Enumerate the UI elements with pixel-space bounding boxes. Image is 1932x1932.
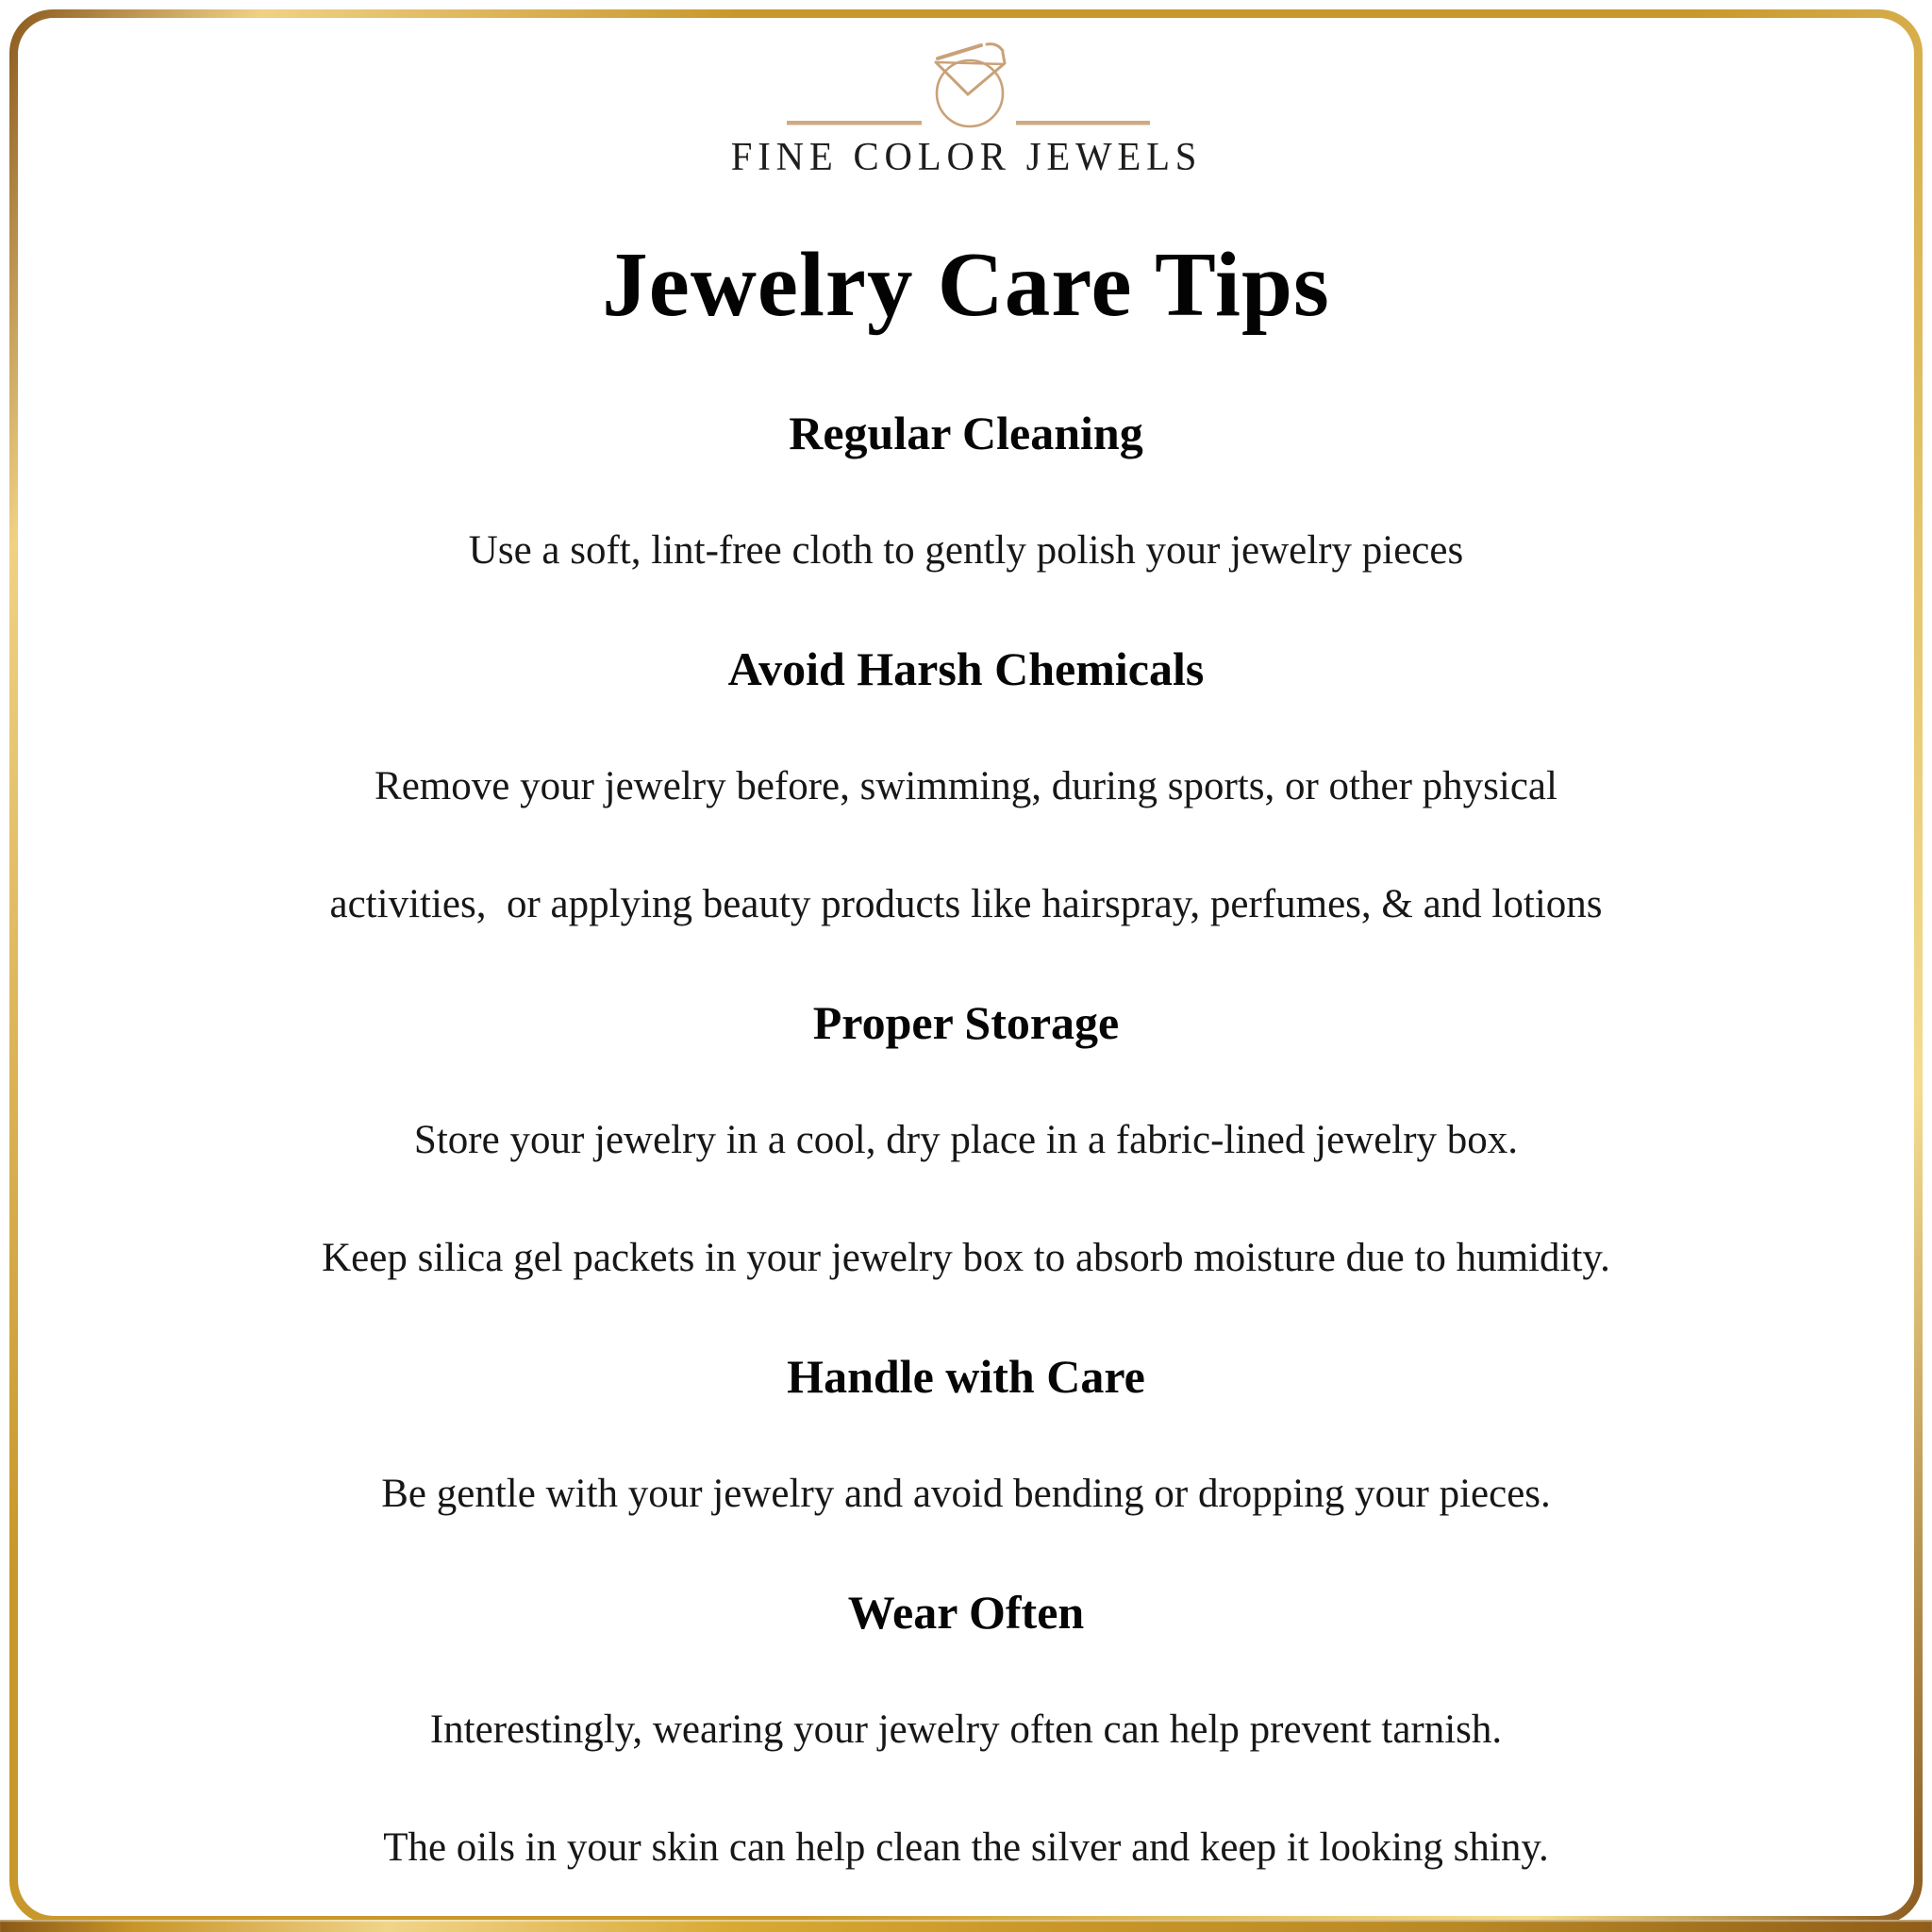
section-line: Be gentle with your jewelry and avoid bending or dropping your pieces. bbox=[381, 1472, 1551, 1516]
section-line: Keep silica gel packets in your jewelry box to absorb moisture due to humidity. bbox=[322, 1236, 1610, 1280]
section-line: The oils in your skin can help clean the silver and keep it looking shiny. bbox=[383, 1825, 1549, 1870]
section-heading-wear-often: Wear Often bbox=[847, 1585, 1085, 1639]
brand-name: FINE COLOR JEWELS bbox=[730, 136, 1202, 179]
section-heading-proper-storage: Proper Storage bbox=[812, 995, 1120, 1049]
section-heading-handle-with-care: Handle with Care bbox=[787, 1349, 1145, 1403]
section-line: Remove your jewelry before, swimming, during sports, or other physical bbox=[375, 764, 1557, 808]
section-line: activities, or applying beauty products like hairspray, perfumes, & and lotions bbox=[329, 882, 1603, 926]
section-heading-regular-cleaning: Regular Cleaning bbox=[789, 406, 1143, 459]
page-title: Jewelry Care Tips bbox=[602, 233, 1330, 335]
section-line: Store your jewelry in a cool, dry place in a fabric-lined jewelry box. bbox=[413, 1118, 1519, 1162]
section-line: Interestingly, wearing your jewelry often can help prevent tarnish. bbox=[429, 1707, 1503, 1752]
section-line: Use a soft, lint-free cloth to gently polish your jewelry pieces bbox=[468, 528, 1464, 573]
section-heading-avoid-harsh-chemicals: Avoid Harsh Chemicals bbox=[727, 641, 1205, 695]
bottom-gold-accent-bar bbox=[0, 1920, 1932, 1932]
diamond-ring-icon bbox=[777, 30, 1155, 134]
